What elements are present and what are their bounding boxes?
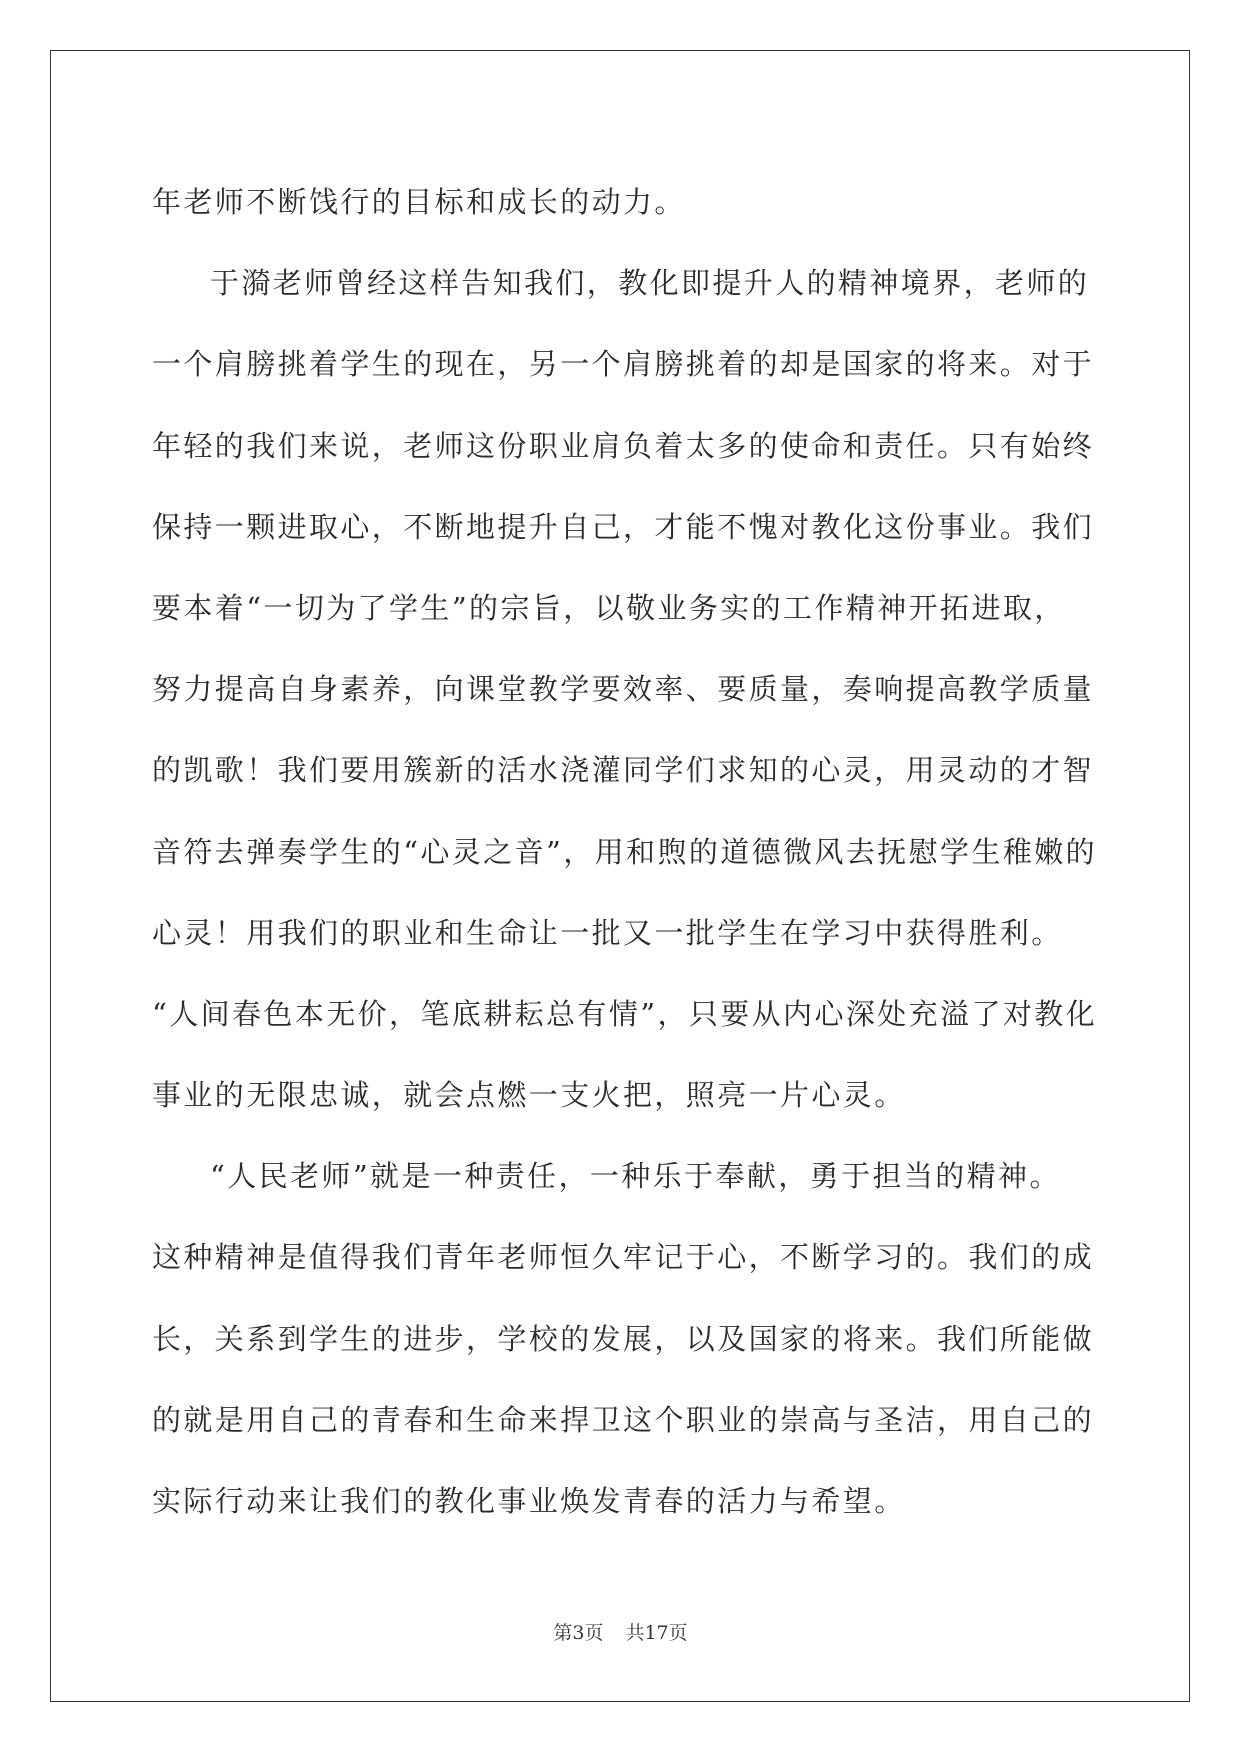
page-footer xyxy=(0,1618,1241,1645)
text-line-6: 要本着“一切为了学生”的宗旨，以敬业务实的工作精神开拓进取， xyxy=(152,590,1066,625)
text-line-17: 实际行动来让我们的教化事业焕发青春的活力与希望。 xyxy=(152,1484,906,1518)
document-body xyxy=(152,162,1098,1542)
text-line-4: 年轻的我们来说，老师这份职业肩负着太多的使命和责任。只有始终 xyxy=(152,428,1095,463)
text-line-7: 努力提高自身素养，向课堂教学要效率、要质量，奏响提高教学质量 xyxy=(152,672,1095,707)
text-line-13: “人民老师”就是一种责任，一种乐于奉献，勇于担当的精神。 xyxy=(210,1159,1061,1194)
text-line-14: 这种精神是值得我们青年老师恒久牢记于心，不断学习的。我们的成 xyxy=(152,1240,1095,1275)
text-line-15: 长，关系到学生的进步，学校的发展，以及国家的将来。我们所能做 xyxy=(152,1321,1095,1356)
text-line-1: 年老师不断饯行的目标和成长的动力。 xyxy=(152,185,686,219)
text-line-5: 保持一颗进取心，不断地提升自己，才能不愧对教化这份事业。我们 xyxy=(152,509,1095,544)
text-line-8: 的凯歌！我们要用簇新的活水浇灌同学们求知的心灵，用灵动的才智 xyxy=(152,753,1095,788)
text-line-11: “人间春色本无价，笔底耕耘总有情”，只要从内心深处充溢了对教化 xyxy=(152,996,1098,1031)
text-line-12: 事业的无限忠诚，就会点燃一支火把，照亮一片心灵。 xyxy=(152,1078,906,1113)
text-line-10: 心灵！用我们的职业和生命让一批又一批学生在学习中获得胜利。 xyxy=(152,915,1063,950)
text-line-16: 的就是用自己的青春和生命来捍卫这个职业的崇高与圣洁，用自己的 xyxy=(152,1402,1095,1437)
total-page-count: 共17页 xyxy=(625,1622,688,1644)
current-page-number: 第3页 xyxy=(553,1622,604,1644)
text-line-3: 一个肩膀挑着学生的现在，另一个肩膀挑着的却是国家的将来。对于 xyxy=(152,347,1095,382)
text-line-9: 音符去弹奏学生的“心灵之音”，用和煦的道德微风去抚慰学生稚嫩的 xyxy=(152,834,1098,869)
text-line-2: 于漪老师曾经这样告知我们，教化即提升人的精神境界，老师的 xyxy=(210,266,1090,301)
